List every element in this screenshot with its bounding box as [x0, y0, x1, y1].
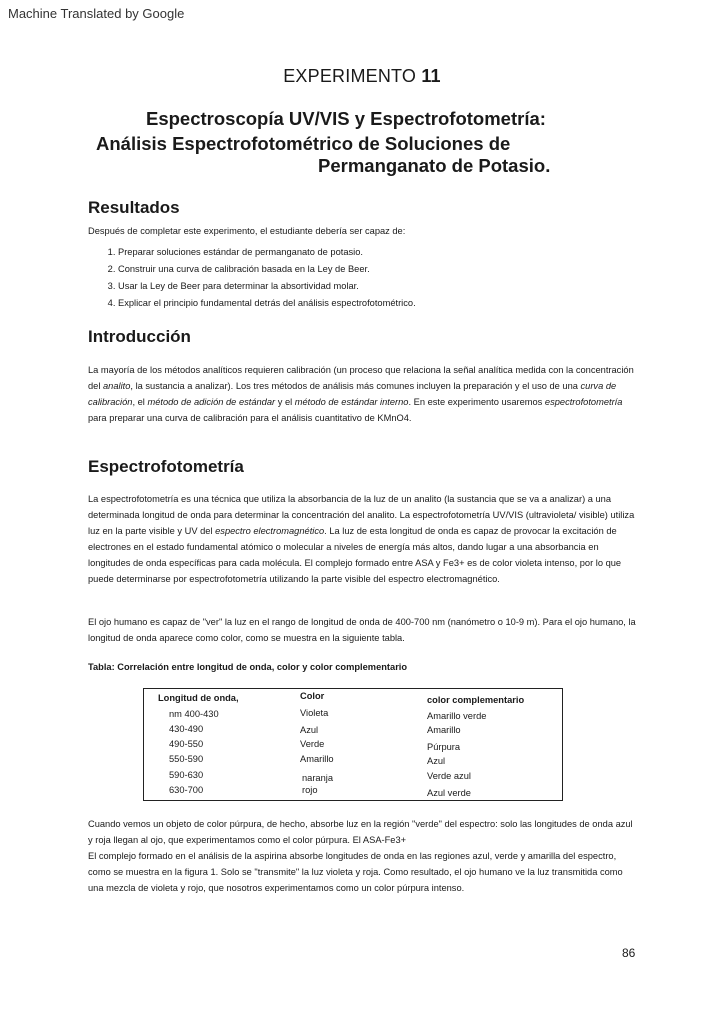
- table-cell-complementary: Azul verde: [427, 788, 471, 798]
- table-cell-complementary: Amarillo: [427, 725, 461, 735]
- espectrofotometria-paragraph-4: El complejo formado en el análisis de la aspirina absorbe longitudes de onda en las regiones azul, verde y amarilla del espectro, como se muestra en la figura 1. Solo se "transmite" la luz violeta y roja. Como resultado, el ojo humano ve la luz transmitida como una mezcla de violeta y rojo, que nosotros experimentamos como un color púrpura intenso.: [88, 851, 623, 893]
- objectives-list: [88, 244, 416, 312]
- objective-item: 3. Usar la Ley de Beer para determinar la absortividad molar.: [118, 278, 416, 295]
- title-line-3: Permanganato de Potasio.: [318, 155, 551, 176]
- table-cell-color: Verde: [300, 739, 325, 749]
- table-cell-color: Amarillo: [300, 754, 334, 764]
- title-line-1: Espectroscopía UV/VIS y Espectrofotometría:: [146, 108, 546, 129]
- table-cell-wavelength: 550-590: [169, 754, 204, 764]
- introduccion-paragraph: La mayoría de los métodos analíticos requieren calibración (un proceso que relaciona la señal analítica medida con la concentración del analito, la sustancia a analizar). Los tres métodos de análisis más comunes incluyen la preparación y el uso de una curva de calibración, el método de adición de estándar y el método de estándar interno. En este experimento usaremos espectrofotometría para preparar una curva de calibración para el análisis cuantitativo de KMnO4.: [88, 365, 634, 423]
- table-cell-wavelength: 630-700: [169, 785, 204, 795]
- section-heading-resultados: Resultados: [88, 198, 180, 217]
- objective-item: 1. Preparar soluciones estándar de permanganato de potasio.: [118, 244, 416, 261]
- table-header-wavelength: Longitud de onda,: [158, 693, 239, 703]
- table-cell-wavelength: 430-490: [169, 724, 204, 734]
- table-cell-wavelength: 590-630: [169, 770, 204, 780]
- page-number: 86: [622, 946, 636, 960]
- table-cell-color: Violeta: [300, 708, 329, 718]
- table-header-color: Color: [300, 691, 325, 701]
- section-heading-introduccion: Introducción: [88, 327, 191, 346]
- table-cell-color: naranja: [302, 773, 334, 783]
- table-cell-color: rojo: [302, 785, 318, 795]
- resultados-intro: Después de completar este experimento, el estudiante debería ser capaz de:: [88, 226, 406, 236]
- table-cell-complementary: Azul: [427, 756, 446, 766]
- section-heading-espectrofotometria: Espectrofotometría: [88, 457, 244, 476]
- espectrofotometria-paragraph-2: El ojo humano es capaz de "ver" la luz en el rango de longitud de onda de 400-700 nm (nanómetro o 10-9 m). Para el ojo humano, la longitud de onda aparece como color, como se muestra en la siguiente tabla.: [88, 617, 636, 643]
- table-cell-wavelength: 490-550: [169, 739, 204, 749]
- title-line-2: Análisis Espectrofotométrico de Soluciones de: [96, 133, 511, 154]
- table-caption: Tabla: Correlación entre longitud de onda, color y color complementario: [88, 662, 408, 672]
- espectrofotometria-paragraph-3: Cuando vemos un objeto de color púrpura, de hecho, absorbe luz en la región "verde" del espectro: solo las longitudes de onda azul y roja llegan al ojo, que experimentamos como el color púrpura. El ASA-Fe3+: [88, 819, 633, 845]
- table-cell-complementary: Amarillo verde: [427, 711, 487, 721]
- table-cell-complementary: Púrpura: [427, 742, 461, 752]
- table-cell-color: Azul: [300, 725, 319, 735]
- table-cell-wavelength: nm 400-430: [169, 709, 219, 719]
- table-cell-complementary: Verde azul: [427, 771, 471, 781]
- objective-item: 2. Construir una curva de calibración basada en la Ley de Beer.: [118, 261, 416, 278]
- experiment-label: EXPERIMENTO 11: [283, 66, 441, 86]
- espectrofotometria-paragraph-1: La espectrofotometría es una técnica que utiliza la absorbancia de la luz de un analito (la sustancia que se va a analizar) a una determinada longitud de onda para determinar la concentración del analito. La espectrofotometría UV/VIS (ultravioleta/ visible) utiliza luz en la parte visible y UV del espectro electromagnético. La luz de esta longitud de onda es capaz de provocar la excitación de electrones en el estado fundamental atómico o molecular a niveles de energía más altos, dando lugar a una absorbancia en longitudes de onda específicas para cada molécula. El complejo formado entre ASA y Fe3+ es de color violeta intenso, por lo que puede determinarse por espectrofotometría utilizando la parte visible del espectro electromagnético.: [88, 494, 635, 584]
- wavelength-color-table: [143, 688, 563, 801]
- objective-item: 4. Explicar el principio fundamental detrás del análisis espectrofotométrico.: [118, 295, 416, 312]
- table-header-complementary: color complementario: [427, 695, 525, 705]
- machine-translation-notice: Machine Translated by Google: [8, 6, 185, 21]
